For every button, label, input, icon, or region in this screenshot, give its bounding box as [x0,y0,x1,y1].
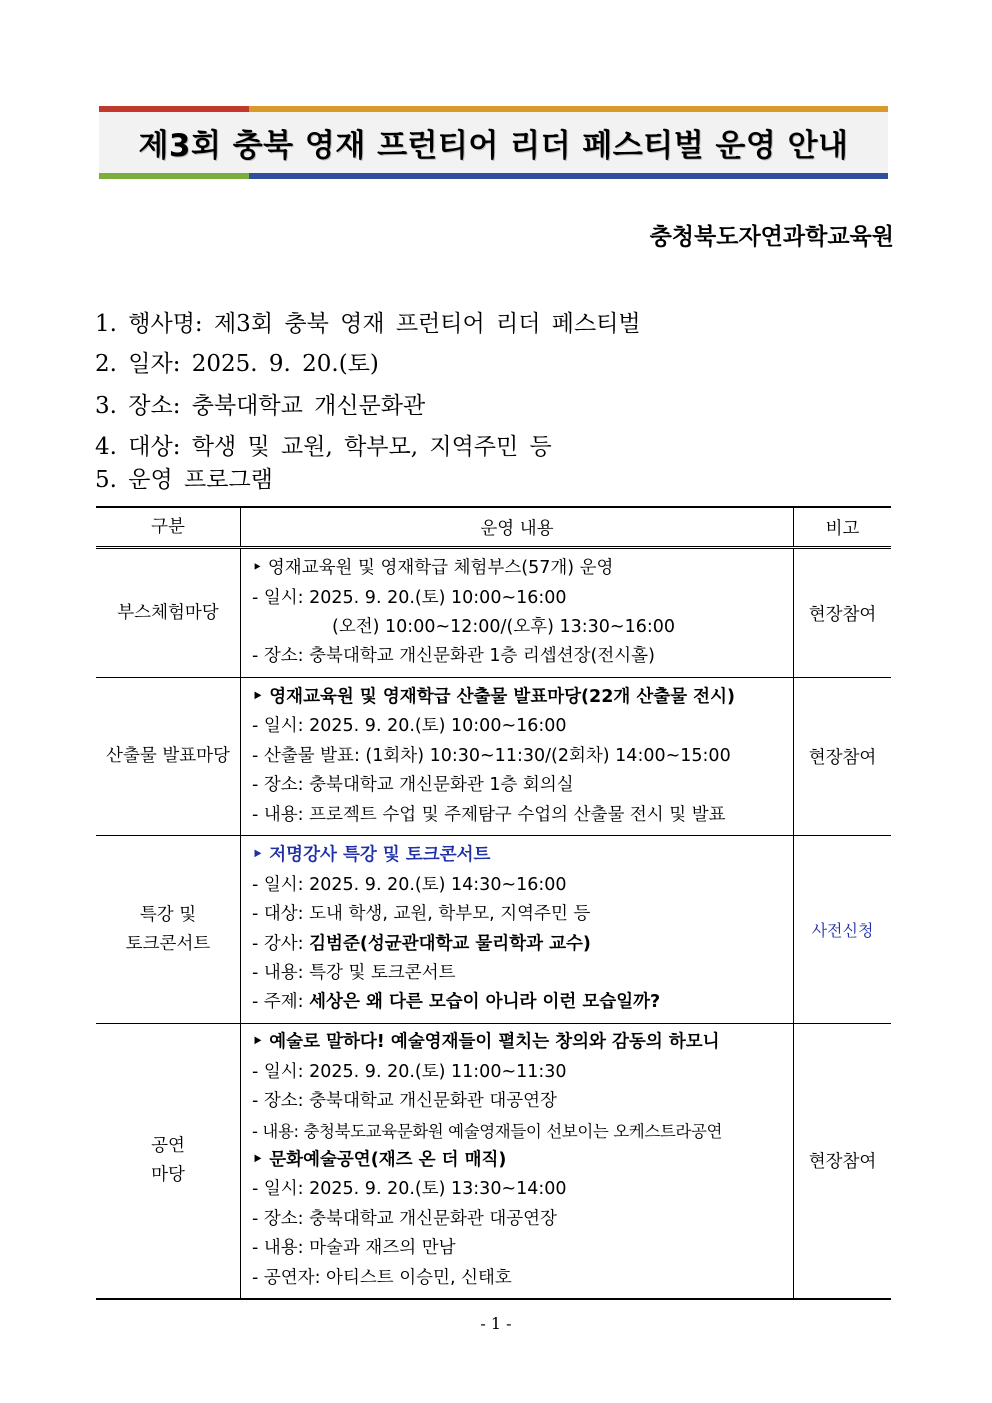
table-row [96,548,891,678]
row-note: 현장참여 [794,1024,892,1299]
content-line: - 내용: 프로젝트 수업 및 주제탐구 수업의 산출물 전시 및 발표 [252,804,726,825]
content-line [252,988,793,1017]
page-title: 제3회 충북 영재 프런티어 리더 페스티벌 운영 안내 [138,128,849,164]
content-line: ‣ 영재교육원 및 영재학급 체험부스(57개) 운영 [252,558,614,579]
row-category [96,678,241,836]
row-note: 현장참여 [794,548,892,678]
content-line: - 내용: 충청북도교육문화원 예술영재들이 선보이는 오케스트라공연 [252,1121,723,1141]
content-line: - 일시: 2025. 9. 20.(토) 13:30~14:00 [252,1179,567,1200]
item-venue: 3. 장소: 충북대학교 개신문화관 [95,393,426,419]
page-number: - 1 - [480,1314,512,1333]
content-line: ‣ 영재교육원 및 영재학급 산출물 발표마당(22개 산출물 전시) [252,687,735,708]
content-line: - 장소: 충북대학교 개신문화관 대공연장 [252,1208,557,1229]
row-content [241,548,794,678]
row-content [241,678,794,836]
title-bar-blue [249,173,888,179]
content-line: - 일시: 2025. 9. 20.(토) 10:00~16:00 [252,716,567,737]
content-line: - 일시: 2025. 9. 20.(토) 14:30~16:00 [252,874,567,895]
item-date: 2. 일자: 2025. 9. 20.(토) [95,351,379,377]
lecture-topic: 세상은 왜 다른 모습이 아니라 이런 모습일까? [309,992,661,1013]
content-line: - 내용: 마술과 재즈의 만남 [252,1238,456,1259]
category-label: 부스체험마당 [117,602,219,623]
content-line: - 일시: 2025. 9. 20.(토) 11:00~11:30 [252,1061,567,1082]
program-table [96,506,891,1300]
table-row [96,678,891,836]
row-category [96,836,241,1024]
table-header-row [96,507,891,548]
row-content [241,836,794,1024]
row-content [241,1024,794,1299]
content-line: - 공연자: 아티스트 이승민, 신태호 [252,1267,512,1288]
header-category: 구분 [96,507,241,548]
title-bar-green [99,173,249,179]
table-row [96,836,891,1024]
item-target: 4. 대상: 학생 및 교원, 학부모, 지역주민 등 [95,434,552,460]
category-label: 산출물 발표마당 [106,746,230,766]
content-line: - 장소: 충북대학교 개신문화관 1층 회의실 [252,775,574,796]
content-line [252,930,793,959]
category-label: 공연 [151,1135,185,1156]
row-category [96,548,241,678]
content-line: ‣ 저명강사 특강 및 토크콘서트 [252,845,491,866]
header-note: 비고 [794,507,892,548]
note-pre-registration: 사전신청 [811,921,874,940]
content-line: - 장소: 충북대학교 개신문화관 대공연장 [252,1091,557,1112]
content-line: ‣ 예술로 말하다! 예술영재들이 펼치는 창의와 감동의 하모니 [252,1032,720,1053]
title-banner [99,106,888,179]
content-line: - 대상: 도내 학생, 교원, 학부모, 지역주민 등 [252,904,591,925]
content-line: - 일시: 2025. 9. 20.(토) 10:00~16:00 [252,587,567,608]
category-label: 마당 [151,1164,185,1185]
row-note: 현장참여 [794,678,892,836]
content-line: ‣ 문화예술공연(재즈 온 더 매직) [252,1150,507,1171]
item-event-name: 1. 행사명: 제3회 충북 영재 프런티어 리더 페스티벌 [95,311,641,337]
content-prefix: - 주제: [252,992,310,1013]
organization-name: 충청북도자연과학교육원 [649,224,894,250]
content-line: - 내용: 특강 및 토크콘서트 [252,962,456,983]
table-row [96,1024,891,1299]
header-content: 운영 내용 [241,507,794,548]
title-background [99,112,888,173]
row-note [794,836,892,1024]
content-line: - 장소: 충북대학교 개신문화관 1층 리셉션장(전시홀) [252,646,655,667]
item-program: 5. 운영 프로그램 [95,467,273,493]
category-label: 특강 및 [139,904,197,925]
lecturer-name: 김범준(성균관대학교 물리학과 교수) [309,933,591,954]
content-line: - 산출물 발표: (1회차) 10:30~11:30/(2회차) 14:00~15:00 [252,745,731,766]
row-category [96,1024,241,1299]
content-prefix: - 강사: [252,933,310,954]
category-label: 토크콘서트 [125,933,211,954]
content-line: (오전) 10:00~12:00/(오후) 13:30~16:00 [332,617,676,637]
